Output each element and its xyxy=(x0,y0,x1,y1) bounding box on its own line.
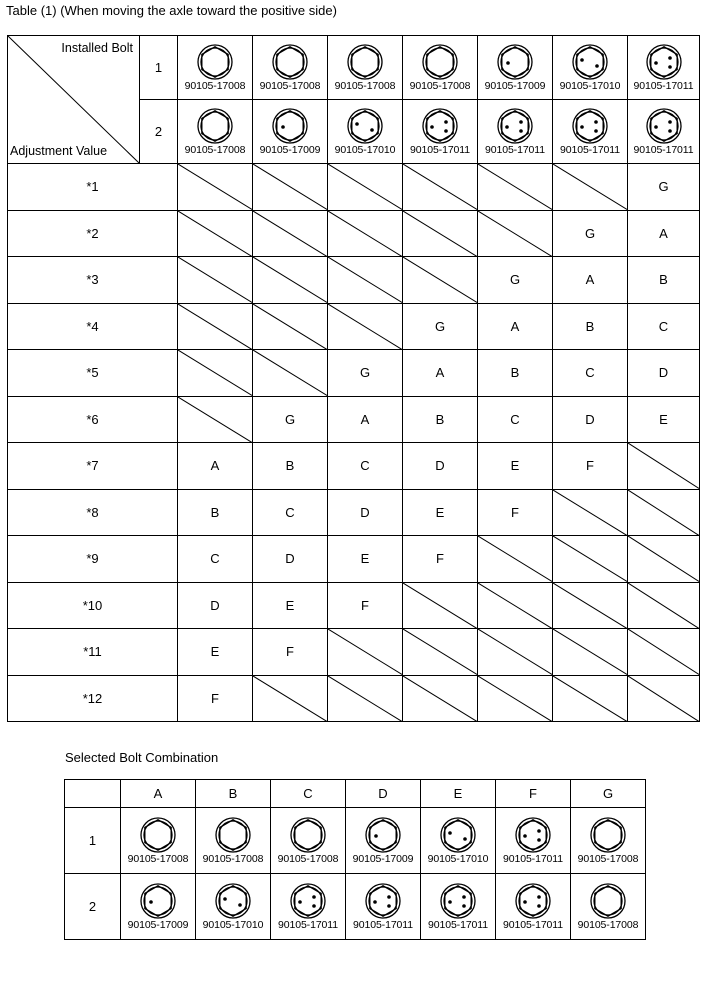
not-applicable-slash xyxy=(178,397,252,443)
combination-letter-cell: C xyxy=(478,396,553,443)
not-applicable-cell xyxy=(178,396,253,443)
not-applicable-slash xyxy=(178,304,252,350)
bolt-mark-dot xyxy=(537,829,541,833)
bolt-head-icon xyxy=(644,43,684,81)
not-applicable-cell xyxy=(328,629,403,676)
bolt-cell xyxy=(271,874,346,940)
combination-letter-cell: C xyxy=(253,489,328,536)
not-applicable-slash xyxy=(328,304,402,350)
bolt-mark-dot xyxy=(668,56,672,60)
bolt-part-number: 90105-17008 xyxy=(184,80,246,92)
combination-letter-cell: A xyxy=(178,443,253,490)
bolt-mark-dot xyxy=(580,58,584,62)
bolt-mark-dot xyxy=(519,120,523,124)
adjustment-row xyxy=(8,350,700,397)
combination-letter-cell: F xyxy=(253,629,328,676)
bolt-adjustment-table xyxy=(7,35,700,722)
not-applicable-cell xyxy=(178,350,253,397)
bolt-head-icon xyxy=(195,43,235,81)
adjustment-value-label: *3 xyxy=(8,257,178,304)
not-applicable-cell xyxy=(328,257,403,304)
not-applicable-cell xyxy=(553,582,628,629)
combination-letter-cell: E xyxy=(478,443,553,490)
combination-letter-cell: E xyxy=(328,536,403,583)
not-applicable-slash xyxy=(478,583,552,629)
bolt-head-icon xyxy=(213,882,253,920)
bolt-mark-dot xyxy=(444,120,448,124)
not-applicable-slash xyxy=(253,257,327,303)
installed-bolt-header: Installed Bolt xyxy=(61,41,133,55)
not-applicable-slash xyxy=(403,583,477,629)
not-applicable-slash xyxy=(478,536,552,582)
bolt-head-icon xyxy=(363,816,403,854)
not-applicable-slash xyxy=(253,676,327,722)
adjustment-value-label: *9 xyxy=(8,536,178,583)
combination-letter-cell: F xyxy=(178,675,253,722)
bolt-head-icon xyxy=(588,882,628,920)
adjustment-value-label: *11 xyxy=(8,629,178,676)
bolt-cell xyxy=(571,874,646,940)
not-applicable-slash xyxy=(628,490,699,536)
combination-column-header: E xyxy=(421,780,496,808)
combination-letter-cell: G xyxy=(403,303,478,350)
adjustment-value-label: *5 xyxy=(8,350,178,397)
combination-letter-cell: A xyxy=(628,210,700,257)
combination-column-header: D xyxy=(346,780,421,808)
combination-letter-cell: C xyxy=(178,536,253,583)
not-applicable-cell xyxy=(253,257,328,304)
adjustment-row xyxy=(8,489,700,536)
bolt-mark-dot xyxy=(387,904,391,908)
adjustment-value-label: *1 xyxy=(8,164,178,211)
bolt-mark-dot xyxy=(595,64,599,68)
not-applicable-slash xyxy=(628,676,699,722)
not-applicable-cell xyxy=(628,675,700,722)
bolt-row-label: 2 xyxy=(140,100,178,164)
not-applicable-slash xyxy=(178,350,252,396)
not-applicable-cell xyxy=(328,675,403,722)
combination-letter-cell: E xyxy=(178,629,253,676)
not-applicable-slash xyxy=(553,629,627,675)
adjustment-row xyxy=(8,210,700,257)
not-applicable-slash xyxy=(253,304,327,350)
not-applicable-slash xyxy=(178,257,252,303)
not-applicable-slash xyxy=(178,211,252,257)
combination-letter-cell: D xyxy=(253,536,328,583)
table-corner-header xyxy=(8,36,140,164)
bolt-part-number: 90105-17011 xyxy=(352,919,413,931)
combination-letter-cell: D xyxy=(403,443,478,490)
bolt-mark-dot xyxy=(448,900,452,904)
combination-letter-cell: D xyxy=(328,489,403,536)
bolt-part-number: 90105-17008 xyxy=(409,80,471,92)
bolt-part-number: 90105-17008 xyxy=(577,853,639,865)
bolt-cell xyxy=(121,808,196,874)
bolt-head-icon xyxy=(420,107,460,145)
not-applicable-cell xyxy=(403,164,478,211)
bolt-mark-dot xyxy=(370,128,374,132)
adjustment-value-label: *7 xyxy=(8,443,178,490)
bolt-cell xyxy=(553,36,628,100)
combination-letter-cell: A xyxy=(328,396,403,443)
not-applicable-slash xyxy=(478,164,552,210)
combination-letter-cell: D xyxy=(178,582,253,629)
bolt-part-number: 90105-17011 xyxy=(633,80,694,92)
not-applicable-cell xyxy=(253,210,328,257)
bolt-cell xyxy=(553,100,628,164)
not-applicable-slash xyxy=(478,211,552,257)
combination-letter-cell: F xyxy=(403,536,478,583)
combination-letter-cell: B xyxy=(403,396,478,443)
bolt-cell xyxy=(271,808,346,874)
bolt-mark-dot xyxy=(430,125,434,129)
adjustment-value-label: *12 xyxy=(8,675,178,722)
combination-header-row xyxy=(65,780,646,808)
selected-bolt-combination-table xyxy=(64,779,646,940)
combination-letter-cell: G xyxy=(478,257,553,304)
not-applicable-cell xyxy=(478,675,553,722)
combination-column-header: B xyxy=(196,780,271,808)
adjustment-row xyxy=(8,536,700,583)
not-applicable-cell xyxy=(403,675,478,722)
bolt-cell xyxy=(496,874,571,940)
combination-bolt-row xyxy=(65,808,646,874)
not-applicable-cell xyxy=(328,210,403,257)
bolt-mark-dot xyxy=(444,129,448,133)
combination-letter-cell: G xyxy=(328,350,403,397)
bolt-cell xyxy=(421,874,496,940)
table2-title: Selected Bolt Combination xyxy=(65,750,219,765)
not-applicable-cell xyxy=(478,582,553,629)
adjustment-value-label: *8 xyxy=(8,489,178,536)
not-applicable-cell xyxy=(478,164,553,211)
not-applicable-slash xyxy=(403,211,477,257)
combination-letter-cell: B xyxy=(628,257,700,304)
not-applicable-cell xyxy=(553,164,628,211)
bolt-cell xyxy=(121,874,196,940)
bolt-mark-dot xyxy=(668,120,672,124)
not-applicable-slash xyxy=(628,629,699,675)
combination-letter-cell: A xyxy=(553,257,628,304)
adjustment-row xyxy=(8,164,700,211)
bolt-part-number: 90105-17008 xyxy=(127,853,189,865)
combination-letter-cell: F xyxy=(478,489,553,536)
bolt-cell xyxy=(478,100,553,164)
not-applicable-slash xyxy=(328,676,402,722)
adjustment-value-header: Adjustment Value xyxy=(10,144,108,158)
combination-column-header: F xyxy=(496,780,571,808)
bolt-head-icon xyxy=(495,43,535,81)
bolt-part-number: 90105-17009 xyxy=(127,919,189,931)
bolt-part-number: 90105-17009 xyxy=(352,853,414,865)
not-applicable-cell xyxy=(328,303,403,350)
not-applicable-slash xyxy=(403,164,477,210)
not-applicable-slash xyxy=(478,676,552,722)
bolt-cell xyxy=(628,36,700,100)
not-applicable-slash xyxy=(628,536,699,582)
not-applicable-cell xyxy=(403,257,478,304)
bolt-part-number: 90105-17009 xyxy=(484,80,546,92)
adjustment-value-label: *4 xyxy=(8,303,178,350)
bolt-head-icon xyxy=(513,816,553,854)
combination-column-header: G xyxy=(571,780,646,808)
not-applicable-cell xyxy=(478,210,553,257)
adjustment-value-label: *6 xyxy=(8,396,178,443)
bolt-head-icon xyxy=(363,882,403,920)
bolt-mark-dot xyxy=(519,129,523,133)
combination-letter-cell: G xyxy=(553,210,628,257)
not-applicable-slash xyxy=(253,164,327,210)
not-applicable-slash xyxy=(553,164,627,210)
bolt-cell xyxy=(178,100,253,164)
adjustment-row xyxy=(8,582,700,629)
adjustment-value-label: *10 xyxy=(8,582,178,629)
combination-letter-cell: B xyxy=(178,489,253,536)
bolt-mark-dot xyxy=(580,125,584,129)
not-applicable-slash xyxy=(328,629,402,675)
not-applicable-slash xyxy=(553,583,627,629)
bolt-mark-dot xyxy=(505,125,509,129)
combination-letter-cell: B xyxy=(553,303,628,350)
bolt-mark-dot xyxy=(462,904,466,908)
bolt-cell xyxy=(478,36,553,100)
combination-letter-cell: G xyxy=(628,164,700,211)
bolt-mark-dot xyxy=(448,831,452,835)
bolt-part-number: 90105-17008 xyxy=(577,919,639,931)
bolt-head-icon xyxy=(570,107,610,145)
table1-title: Table (1) (When moving the axle toward the positive side) xyxy=(6,3,337,18)
bolt-cell xyxy=(328,36,403,100)
bolt-head-icon xyxy=(495,107,535,145)
bolt-cell xyxy=(253,100,328,164)
bolt-cell xyxy=(178,36,253,100)
combination-letter-cell: C xyxy=(628,303,700,350)
not-applicable-cell xyxy=(253,303,328,350)
not-applicable-slash xyxy=(628,443,699,489)
combination-letter-cell: E xyxy=(403,489,478,536)
combination-letter-cell: G xyxy=(253,396,328,443)
not-applicable-cell xyxy=(178,303,253,350)
not-applicable-cell xyxy=(628,489,700,536)
bolt-mark-dot xyxy=(523,900,527,904)
not-applicable-cell xyxy=(178,257,253,304)
not-applicable-slash xyxy=(553,676,627,722)
adjustment-row xyxy=(8,303,700,350)
combination-column-header: A xyxy=(121,780,196,808)
not-applicable-cell xyxy=(403,582,478,629)
bolt-part-number: 90105-17011 xyxy=(277,919,338,931)
bolt-cell xyxy=(403,36,478,100)
bolt-head-icon xyxy=(138,816,178,854)
bolt-mark-dot xyxy=(149,900,153,904)
bolt-cell xyxy=(253,36,328,100)
bolt-cell xyxy=(403,100,478,164)
bolt-part-number: 90105-17008 xyxy=(334,80,396,92)
bolt-part-number: 90105-17008 xyxy=(184,144,246,156)
bolt-mark-dot xyxy=(298,900,302,904)
not-applicable-cell xyxy=(328,164,403,211)
bolt-part-number: 90105-17009 xyxy=(259,144,321,156)
adjustment-value-label: *2 xyxy=(8,210,178,257)
combination-letter-cell: C xyxy=(553,350,628,397)
installed-bolt-row xyxy=(8,36,700,100)
not-applicable-slash xyxy=(403,629,477,675)
adjustment-row xyxy=(8,629,700,676)
bolt-mark-dot xyxy=(312,904,316,908)
bolt-cell xyxy=(346,874,421,940)
combination-letter-cell: A xyxy=(478,303,553,350)
bolt-head-icon xyxy=(513,882,553,920)
bolt-mark-dot xyxy=(654,125,658,129)
combination-column-header: C xyxy=(271,780,346,808)
bolt-head-icon xyxy=(570,43,610,81)
not-applicable-slash xyxy=(328,164,402,210)
bolt-cell xyxy=(328,100,403,164)
bolt-part-number: 90105-17011 xyxy=(502,853,563,865)
bolt-cell xyxy=(196,808,271,874)
bolt-mark-dot xyxy=(463,837,467,841)
combination-bolt-row xyxy=(65,874,646,940)
bolt-mark-dot xyxy=(312,895,316,899)
combination-letter-cell: F xyxy=(553,443,628,490)
adjustment-row xyxy=(8,675,700,722)
bolt-mark-dot xyxy=(374,834,378,838)
combination-letter-cell: A xyxy=(403,350,478,397)
not-applicable-cell xyxy=(628,443,700,490)
bolt-mark-dot xyxy=(594,129,598,133)
bolt-part-number: 90105-17010 xyxy=(334,144,396,156)
bolt-mark-dot xyxy=(355,122,359,126)
bolt-part-number: 90105-17011 xyxy=(502,919,563,931)
bolt-cell xyxy=(628,100,700,164)
not-applicable-slash xyxy=(178,164,252,210)
bolt-mark-dot xyxy=(668,129,672,133)
bolt-head-icon xyxy=(213,816,253,854)
not-applicable-cell xyxy=(553,675,628,722)
not-applicable-cell xyxy=(178,210,253,257)
bolt-part-number: 90105-17011 xyxy=(633,144,694,156)
bolt-head-icon xyxy=(438,882,478,920)
bolt-head-icon xyxy=(270,107,310,145)
bolt-mark-dot xyxy=(594,120,598,124)
combination-letter-cell: C xyxy=(328,443,403,490)
bolt-cell xyxy=(496,808,571,874)
combination-letter-cell: F xyxy=(328,582,403,629)
bolt-mark-dot xyxy=(523,834,527,838)
not-applicable-cell xyxy=(178,164,253,211)
bolt-part-number: 90105-17011 xyxy=(559,144,620,156)
not-applicable-cell xyxy=(253,164,328,211)
bolt-mark-dot xyxy=(373,900,377,904)
not-applicable-cell xyxy=(553,536,628,583)
bolt-head-icon xyxy=(345,107,385,145)
bolt-head-icon xyxy=(438,816,478,854)
bolt-mark-dot xyxy=(462,895,466,899)
not-applicable-slash xyxy=(403,676,477,722)
bolt-part-number: 90105-17008 xyxy=(202,853,264,865)
bolt-cell xyxy=(346,808,421,874)
not-applicable-cell xyxy=(478,629,553,676)
bolt-row-label: 1 xyxy=(140,36,178,100)
bolt-part-number: 90105-17011 xyxy=(409,144,470,156)
not-applicable-slash xyxy=(628,583,699,629)
bolt-mark-dot xyxy=(506,61,510,65)
adjustment-row xyxy=(8,396,700,443)
bolt-part-number: 90105-17011 xyxy=(427,919,488,931)
not-applicable-cell xyxy=(628,629,700,676)
bolt-cell xyxy=(571,808,646,874)
bolt-part-number: 90105-17010 xyxy=(427,853,489,865)
bolt-part-number: 90105-17010 xyxy=(202,919,264,931)
not-applicable-cell xyxy=(253,675,328,722)
bolt-mark-dot xyxy=(223,897,227,901)
bolt-part-number: 90105-17008 xyxy=(259,80,321,92)
bolt-head-icon xyxy=(270,43,310,81)
bolt-part-number: 90105-17011 xyxy=(484,144,545,156)
bolt-mark-dot xyxy=(387,895,391,899)
bolt-head-icon xyxy=(195,107,235,145)
adjustment-row xyxy=(8,443,700,490)
combination-letter-cell: B xyxy=(253,443,328,490)
bolt-mark-dot xyxy=(654,61,658,65)
not-applicable-slash xyxy=(478,629,552,675)
not-applicable-cell xyxy=(403,629,478,676)
bolt-cell xyxy=(196,874,271,940)
not-applicable-slash xyxy=(253,350,327,396)
bolt-head-icon xyxy=(644,107,684,145)
bolt-part-number: 90105-17010 xyxy=(559,80,621,92)
bolt-part-number: 90105-17008 xyxy=(277,853,339,865)
not-applicable-cell xyxy=(628,536,700,583)
combination-row-label: 2 xyxy=(65,874,121,940)
bolt-mark-dot xyxy=(281,125,285,129)
combination-letter-cell: D xyxy=(553,396,628,443)
bolt-mark-dot xyxy=(668,65,672,69)
not-applicable-slash xyxy=(553,490,627,536)
adjustment-row xyxy=(8,257,700,304)
bolt-mark-dot xyxy=(537,895,541,899)
combination-row-label: 1 xyxy=(65,808,121,874)
not-applicable-slash xyxy=(328,211,402,257)
not-applicable-slash xyxy=(403,257,477,303)
bolt-head-icon xyxy=(345,43,385,81)
combination-letter-cell: E xyxy=(628,396,700,443)
bolt-head-icon xyxy=(588,816,628,854)
not-applicable-cell xyxy=(478,536,553,583)
not-applicable-slash xyxy=(253,211,327,257)
not-applicable-cell xyxy=(553,629,628,676)
bolt-head-icon xyxy=(420,43,460,81)
bolt-head-icon xyxy=(288,816,328,854)
bolt-cell xyxy=(421,808,496,874)
bolt-head-icon xyxy=(288,882,328,920)
not-applicable-cell xyxy=(253,350,328,397)
bolt-mark-dot xyxy=(537,904,541,908)
not-applicable-cell xyxy=(403,210,478,257)
not-applicable-cell xyxy=(553,489,628,536)
bolt-mark-dot xyxy=(537,838,541,842)
not-applicable-slash xyxy=(553,536,627,582)
bolt-head-icon xyxy=(138,882,178,920)
combination-letter-cell: B xyxy=(478,350,553,397)
combination-letter-cell: D xyxy=(628,350,700,397)
not-applicable-slash xyxy=(328,257,402,303)
bolt-mark-dot xyxy=(238,903,242,907)
combination-letter-cell: E xyxy=(253,582,328,629)
not-applicable-cell xyxy=(628,582,700,629)
empty-header-cell xyxy=(65,780,121,808)
